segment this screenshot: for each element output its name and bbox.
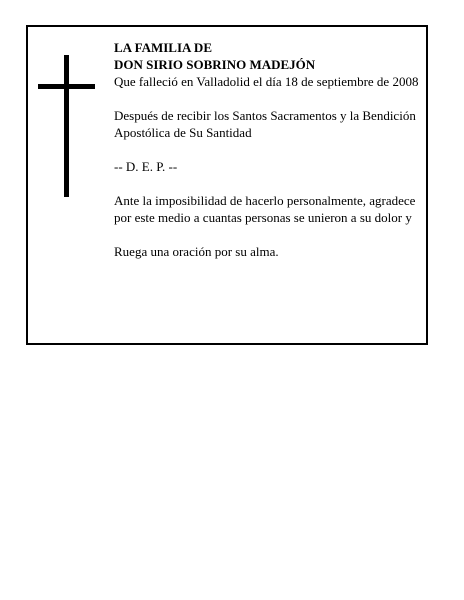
family-heading: LA FAMILIA DE bbox=[114, 40, 212, 55]
deceased-name: DON SIRIO SOBRINO MADEJÓN bbox=[114, 57, 316, 72]
spacer bbox=[114, 90, 422, 107]
obituary-text bbox=[114, 39, 422, 260]
cross-vertical-bar bbox=[64, 55, 69, 197]
sacraments-text: Después de recibir los Santos Sacramentos y la Bendición Apostólica de Su Santidad bbox=[114, 108, 416, 140]
cross-horizontal-bar bbox=[38, 84, 95, 89]
spacer bbox=[114, 141, 422, 158]
prayer-text: Ruega una oración por su alma. bbox=[114, 244, 279, 259]
death-info: Que falleció en Valladolid el día 18 de septiembre de 2008 bbox=[114, 74, 419, 89]
rip-text: -- D. E. P. -- bbox=[114, 159, 178, 174]
thanks-text: Ante la imposibilidad de hacerlo personalmente, agradece por este medio a cuantas personas se unieron a su dolor y bbox=[114, 193, 416, 225]
spacer bbox=[114, 226, 422, 243]
spacer bbox=[114, 175, 422, 192]
